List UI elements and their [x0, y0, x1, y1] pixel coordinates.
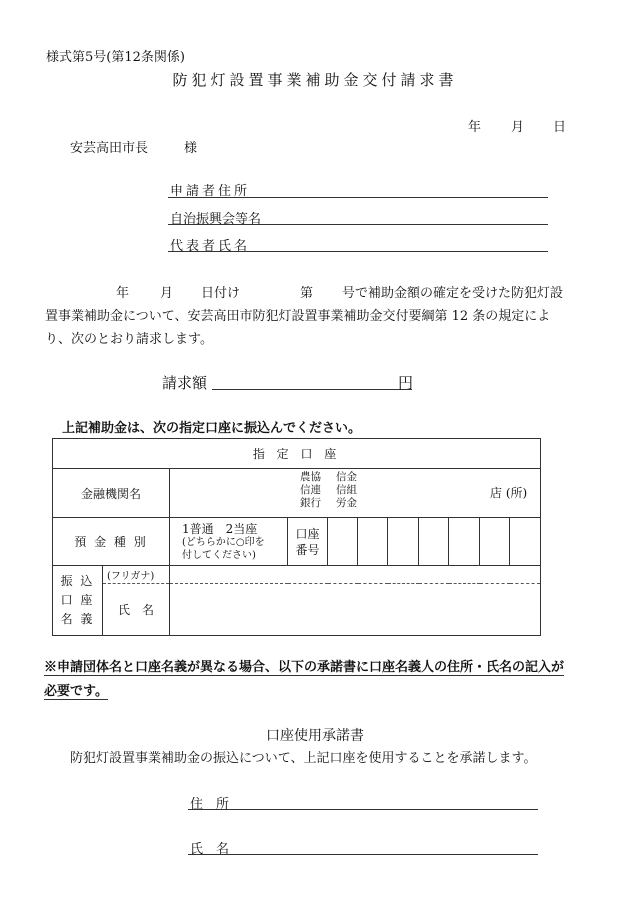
- consent-name-label: 氏 名: [190, 842, 230, 857]
- amount-unit: 円: [398, 374, 414, 392]
- consent-title: 口座使用承諾書: [266, 728, 364, 744]
- account-digit-4[interactable]: [419, 518, 449, 566]
- amount-label: 請求額: [162, 374, 208, 392]
- body-number-prefix: 第: [300, 286, 314, 301]
- association-name-line[interactable]: [168, 224, 548, 225]
- account-digit-3[interactable]: [388, 518, 419, 566]
- holder-name-label: 氏 名: [103, 584, 170, 636]
- bank-name-label: 金融機関名: [53, 469, 170, 518]
- addressee-honorific: 様: [184, 141, 198, 156]
- body-month: 月: [160, 286, 174, 301]
- body-line1-rest: 号で補助金額の確定を受けた防犯灯設: [342, 286, 564, 301]
- applicant-address-label: 申請者住所: [170, 184, 251, 199]
- deposit-hint-1: (どちらかに○印を: [182, 536, 265, 548]
- deposit-hint-2: 付してください): [182, 549, 256, 561]
- notice-line-2: 必要です。: [44, 684, 108, 699]
- body-line2: 置事業補助金について、安芸高田市防犯灯設置事業補助金交付要綱第 12 条の規定によ: [45, 309, 551, 324]
- deposit-options: 1普通 2当座: [182, 521, 258, 536]
- consent-address-line[interactable]: [188, 809, 538, 810]
- association-name-label: 自治振興会等名: [170, 212, 262, 227]
- consent-text: 防犯灯設置事業補助金の振込について、上記口座を使用することを承諾します。: [70, 751, 537, 766]
- account-number-label: 口座 番号: [288, 518, 328, 566]
- consent-address-label: 住 所: [190, 797, 230, 812]
- account-table: [52, 438, 541, 636]
- bank-types-col1: 農協 信連 銀行: [300, 471, 321, 509]
- date-day: 日: [553, 120, 567, 135]
- applicant-address-line[interactable]: [168, 197, 548, 198]
- notice-line-1: ※申請団体名と口座名義が異なる場合、以下の承諾書に口座名義人の住所・氏名の記入が: [44, 660, 565, 675]
- date-month: 月: [511, 120, 525, 135]
- account-digit-2[interactable]: [358, 518, 388, 566]
- bank-name-cell[interactable]: [170, 469, 541, 518]
- account-digit-1[interactable]: [328, 518, 358, 566]
- body-year: 年: [116, 286, 130, 301]
- document-title: 防犯灯設置事業補助金交付請求書: [172, 71, 458, 89]
- deposit-type-cell[interactable]: [170, 518, 288, 566]
- account-digit-5[interactable]: [449, 518, 480, 566]
- account-digit-7[interactable]: [510, 518, 541, 566]
- body-line3: り、次のとおり請求します。: [45, 332, 213, 347]
- bank-types-col2: 信金 信組 労金: [336, 471, 357, 509]
- body-dated: 日付け: [201, 286, 241, 301]
- account-header: 指 定 口 座: [53, 439, 541, 469]
- branch-label: 店 (所): [490, 486, 528, 500]
- account-holder-label: 振 込 口 座 名 義: [53, 566, 103, 636]
- date-year: 年: [468, 120, 482, 135]
- account-digit-6[interactable]: [480, 518, 510, 566]
- transfer-note: 上記補助金は、次の指定口座に振込んでください。: [62, 421, 362, 436]
- representative-line[interactable]: [168, 251, 548, 252]
- consent-name-line[interactable]: [188, 854, 538, 855]
- notice: [44, 656, 584, 704]
- furigana-cell[interactable]: [170, 566, 541, 584]
- amount-line[interactable]: [212, 389, 412, 390]
- representative-label: 代表者氏名: [170, 239, 251, 254]
- deposit-type-label: 預 金 種 別: [53, 518, 170, 566]
- holder-name-cell[interactable]: [170, 584, 541, 636]
- furigana-label: (フリガナ): [103, 566, 170, 584]
- form-number: 様式第5号(第12条関係): [46, 50, 185, 65]
- addressee-name: 安芸高田市長: [70, 141, 149, 156]
